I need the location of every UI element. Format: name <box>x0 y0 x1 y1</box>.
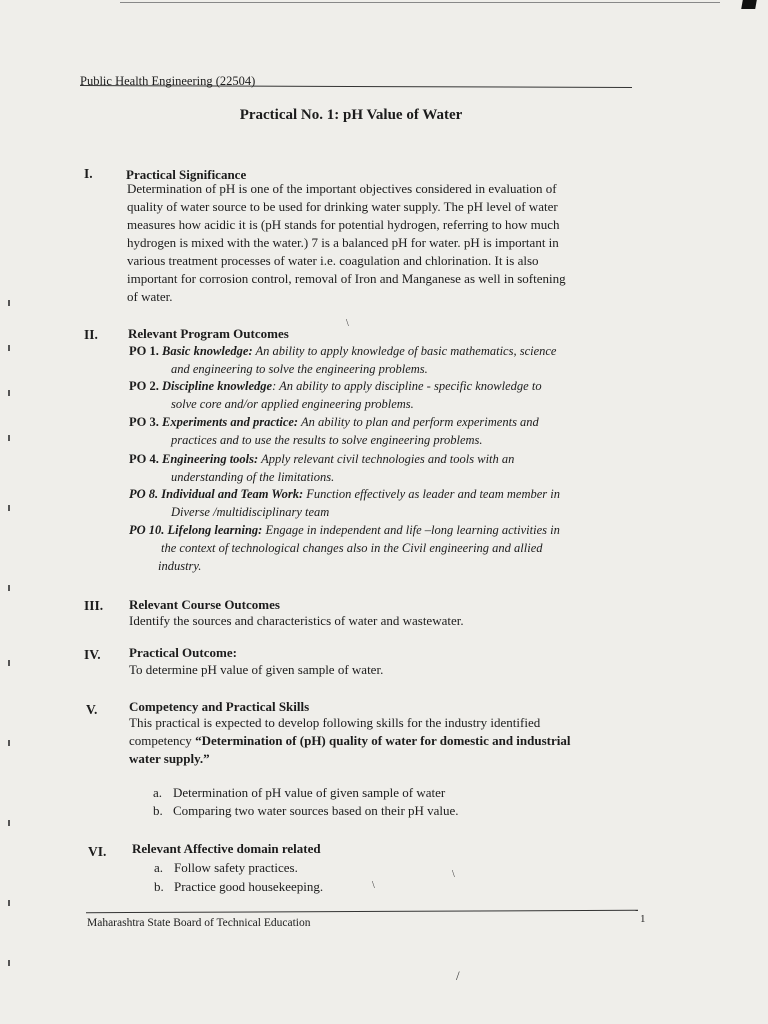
po-continuation: understanding of the limitations. <box>171 470 335 484</box>
po-continuation: and engineering to solve the engineering problems. <box>171 362 428 376</box>
section-heading: Competency and Practical Skills <box>129 699 310 714</box>
stray-mark: / <box>456 968 460 983</box>
list-marker: a. <box>154 860 164 875</box>
footer-board: Maharashtra State Board of Technical Education <box>87 917 311 929</box>
section-number: IV. <box>84 647 101 662</box>
section-heading: Relevant Affective domain related <box>132 841 321 856</box>
section-heading: Practical Significance <box>126 167 247 182</box>
program-outcome <box>129 342 627 378</box>
list-item <box>154 879 323 895</box>
stray-mark: \ <box>452 869 455 880</box>
po-continuation: Diverse /multidisciplinary team <box>171 505 330 519</box>
po-continuation: industry. <box>158 559 202 573</box>
list-marker: a. <box>153 785 163 800</box>
po-description: Apply relevant civil technologies and tools with an <box>258 452 515 466</box>
po-label: PO 1. <box>129 344 159 358</box>
program-outcome <box>129 377 627 413</box>
po-keyword: Basic knowledge: <box>161 344 253 358</box>
section-paragraph <box>129 714 637 768</box>
list-item <box>154 860 298 876</box>
program-outcome <box>129 413 627 449</box>
po-keyword: Engineering tools: <box>161 452 259 466</box>
binder-mark <box>8 505 10 511</box>
section-number: I. <box>84 166 93 181</box>
list-item-text: Practice good housekeeping. <box>174 879 324 894</box>
binder-mark <box>8 900 10 906</box>
list-item-text: Follow safety practices. <box>174 860 298 875</box>
binder-mark <box>8 660 10 666</box>
list-marker: b. <box>153 803 163 818</box>
paragraph-line: hydrogen is mixed with the water.) 7 is a balanced pH for water. pH is important in <box>127 235 559 250</box>
paragraph-line: measures how acidic it is (pH stands for potential hydrogen, referring to how much <box>127 217 560 232</box>
paragraph-line: important for corrosion control, removal of Iron and Manganese as well in softening <box>127 271 566 286</box>
section-number: III. <box>84 598 104 613</box>
corner-mark <box>741 0 757 9</box>
po-keyword: Individual and Team Work: <box>161 487 304 501</box>
po-continuation: solve core and/or applied engineering problems. <box>171 397 414 411</box>
section-number: VI. <box>88 844 107 859</box>
section-heading: Relevant Program Outcomes <box>128 326 289 341</box>
po-description: Engage in independent and life –long learning activities in <box>262 523 560 537</box>
po-continuation: the context of technological changes also in the Civil engineering and allied <box>161 541 543 555</box>
program-outcome <box>129 485 627 521</box>
paragraph-text: competency <box>129 733 196 748</box>
program-outcome <box>129 450 627 486</box>
page-title: Practical No. 1: pH Value of Water <box>239 107 463 123</box>
section-number: II. <box>84 327 98 342</box>
po-keyword: Lifelong learning: <box>167 523 263 537</box>
section-text: Identify the sources and characteristics of water and wastewater. <box>129 613 464 628</box>
po-description: An ability to plan and perform experiments and <box>298 415 539 429</box>
course-header: Public Health Engineering (22504) <box>80 74 256 88</box>
po-label: PO 3. <box>129 415 159 429</box>
paragraph-line: Determination of pH is one of the important objectives considered in evaluation of <box>127 181 557 196</box>
paragraph-line: of water. <box>127 289 173 304</box>
section-number: V. <box>86 702 98 717</box>
binder-mark <box>8 345 10 351</box>
list-item <box>153 803 459 819</box>
po-label: PO 4. <box>129 452 159 466</box>
top-edge-rule <box>120 2 720 3</box>
binder-mark <box>8 585 10 591</box>
competency-statement: water supply.” <box>129 751 210 766</box>
binder-mark <box>8 740 10 746</box>
po-label: PO 10. <box>129 523 165 537</box>
po-keyword: Experiments and practice: <box>161 415 299 429</box>
list-item-text: Comparing two water sources based on their pH value. <box>173 803 459 818</box>
section-heading: Practical Outcome: <box>129 645 237 660</box>
binder-mark <box>8 435 10 441</box>
po-label: PO 8. <box>129 487 159 501</box>
paragraph-line: quality of water source to be used for drinking water supply. The pH level of water <box>127 199 558 214</box>
page-number: 1 <box>640 913 646 925</box>
section-heading: Relevant Course Outcomes <box>129 597 280 612</box>
paragraph-line: various treatment processes of water i.e. coagulation and chlorination. It is also <box>127 253 539 268</box>
section-paragraph <box>127 180 623 306</box>
binder-mark <box>8 300 10 306</box>
competency-statement: “Determination of (pH) quality of water for domestic and industrial <box>195 733 571 748</box>
list-marker: b. <box>154 879 164 894</box>
binder-mark <box>8 390 10 396</box>
po-description: : An ability to apply discipline - specific knowledge to <box>272 379 542 393</box>
section-text: To determine pH value of given sample of water. <box>129 662 384 677</box>
paragraph-line <box>129 732 637 750</box>
po-label: PO 2. <box>129 379 159 393</box>
binder-mark <box>8 960 10 966</box>
program-outcome <box>129 521 627 575</box>
paragraph-line: This practical is expected to develop following skills for the industry identified <box>129 715 541 730</box>
po-continuation: practices and to use the results to solve engineering problems. <box>171 433 483 447</box>
po-description: Function effectively as leader and team member in <box>303 487 560 501</box>
binder-mark <box>8 820 10 826</box>
stray-mark: \ <box>372 880 375 891</box>
po-keyword: Discipline knowledge <box>161 379 273 393</box>
stray-mark: \ <box>346 318 349 329</box>
footer-rule <box>86 910 638 913</box>
po-description: An ability to apply knowledge of basic mathematics, science <box>252 344 557 358</box>
list-item-text: Determination of pH value of given sample of water <box>173 785 446 800</box>
list-item <box>153 785 445 801</box>
